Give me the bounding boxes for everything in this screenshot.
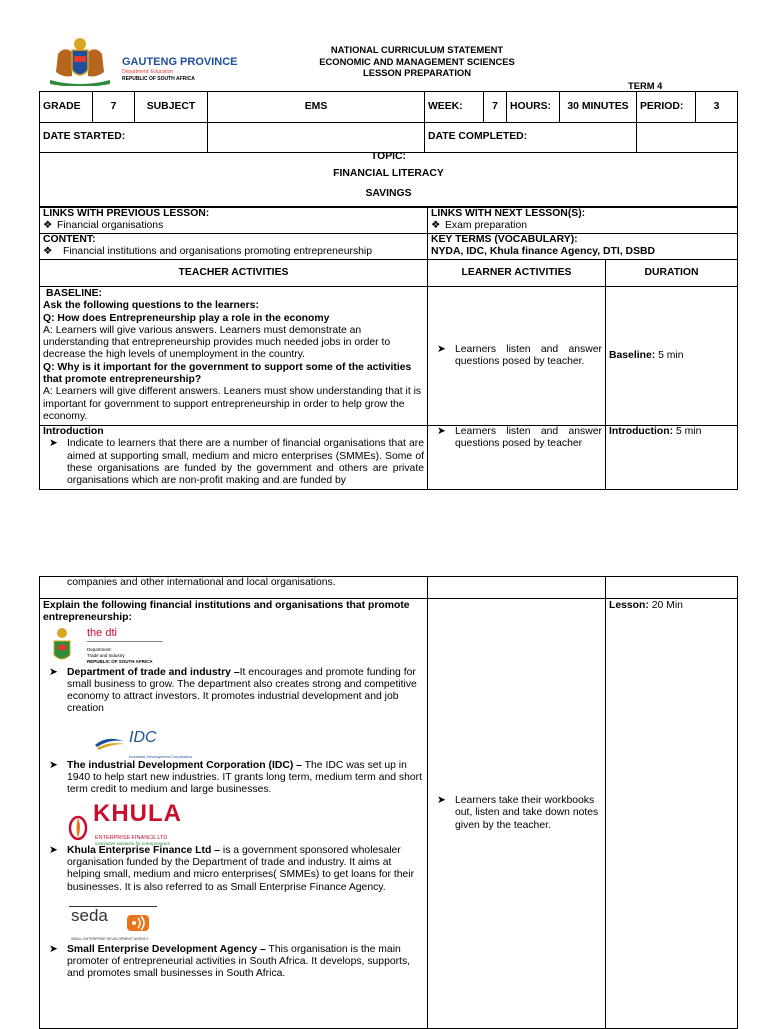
baseline-answer-1: A: Learners will give various answers. Learners must demonstrate an understanding that entrepreneurship provides much needed jobs in order to decrease the high levels of unemployment in the country. bbox=[43, 324, 391, 361]
previous-lesson-item: Financial organisations bbox=[57, 220, 164, 232]
baseline-intro: Ask the following questions to the learners: bbox=[43, 300, 259, 312]
dti-logo-text: the dti bbox=[87, 626, 117, 639]
previous-lesson-label: LINKS WITH PREVIOUS LESSON: bbox=[43, 208, 210, 219]
key-terms-label: KEY TERMS (VOCABULARY): bbox=[431, 233, 578, 245]
activities-table bbox=[39, 259, 738, 490]
dti-logo-sub2: Trade and Industry bbox=[87, 652, 125, 658]
hours-label: HOURS: bbox=[507, 92, 560, 123]
khula-logo-sub2: innovative solutions for entrepreneurs bbox=[95, 840, 171, 846]
arrow-bullet-icon: ➤ bbox=[49, 844, 58, 856]
duration-header: DURATION bbox=[606, 260, 738, 287]
grade-value: 7 bbox=[93, 92, 135, 123]
dti-logo bbox=[51, 627, 171, 667]
gauteng-logo bbox=[44, 36, 244, 86]
dti-logo-sub3: REPUBLIC OF SOUTH AFRICA bbox=[87, 658, 153, 664]
week-label: WEEK: bbox=[425, 92, 484, 123]
lesson-heading: Explain the following financial institutions and organisations that promote entrepreneurship: bbox=[43, 600, 410, 624]
baseline-label: BASELINE: bbox=[46, 288, 102, 299]
khula-flame-icon bbox=[67, 812, 89, 842]
seda-logo-text: seda bbox=[71, 905, 108, 925]
introduction-duration-value: 5 min bbox=[673, 426, 702, 437]
info-table bbox=[39, 91, 738, 153]
dti-logo-sub1: Department: bbox=[87, 646, 112, 652]
dti-coat-of-arms-icon bbox=[51, 627, 73, 665]
date-completed-label: DATE COMPLETED: bbox=[425, 123, 637, 153]
seda-description: Small Enterprise Development Agency – This organisation is the main promoter of entrepreneurial activities in South Africa. It develops, supports, and promotes small businesses in South Africa. bbox=[67, 943, 411, 980]
arrow-bullet-icon: ➤ bbox=[437, 343, 446, 355]
province-name: GAUTENG PROVINCE bbox=[122, 56, 238, 68]
arrow-bullet-icon: ➤ bbox=[437, 795, 446, 807]
document-title: NATIONAL CURRICULUM STATEMENT ECONOMIC AND MANAGEMENT SCIENCES LESSON PREPARATION bbox=[319, 44, 515, 78]
content-item: Financial institutions and organisations promoting entrepreneurship bbox=[63, 245, 373, 257]
khula-logo-sub1: ENTERPRISE FINANCE LTD bbox=[95, 834, 168, 841]
idc-description: The industrial Development Corporation (IDC) – The IDC was set up in 1940 to help start new industries. IT grants long term, medium term and short term credit to medium and large businesses. bbox=[67, 759, 422, 796]
empty-duration-cell bbox=[606, 577, 738, 599]
arrow-bullet-icon: ➤ bbox=[437, 426, 446, 437]
lesson-duration-value: 20 Min bbox=[648, 600, 683, 611]
diamond-bullet-icon: ❖ bbox=[43, 220, 53, 232]
baseline-duration-value: 5 min bbox=[655, 349, 684, 361]
links-table bbox=[39, 207, 738, 260]
baseline-cell bbox=[40, 287, 428, 426]
next-lesson-item: Exam preparation bbox=[445, 220, 528, 232]
baseline-question-2: Q: Why is it important for the government to support some of the activities that promote entrepreneurship? bbox=[43, 361, 412, 386]
key-terms-value: NYDA, IDC, Khula finance Agency, DTI, DSBD bbox=[431, 245, 656, 257]
khula-logo bbox=[67, 799, 197, 846]
arrow-bullet-icon: ➤ bbox=[49, 666, 58, 678]
baseline-learner-text: Learners listen and answer questions posed by teacher. bbox=[455, 343, 602, 367]
diamond-bullet-icon: ❖ bbox=[43, 245, 53, 257]
arrow-bullet-icon: ➤ bbox=[49, 438, 58, 450]
baseline-duration-label: Baseline: bbox=[609, 349, 656, 361]
lesson-cell bbox=[40, 599, 428, 1029]
idc-logo bbox=[93, 730, 213, 760]
diamond-bullet-icon: ❖ bbox=[431, 220, 441, 232]
date-completed-value[interactable] bbox=[637, 123, 738, 153]
seda-logo bbox=[67, 904, 167, 944]
subject-label: SUBJECT bbox=[135, 92, 208, 123]
teacher-activities-header: TEACHER ACTIVITIES bbox=[40, 260, 428, 287]
topic-box bbox=[39, 151, 738, 207]
introduction-cell bbox=[40, 426, 428, 490]
subject-value: EMS bbox=[208, 92, 425, 123]
introduction-duration-label: Introduction: bbox=[609, 426, 674, 437]
introduction-learner-cell bbox=[428, 426, 606, 490]
topic-line-1: FINANCIAL LITERACY bbox=[333, 168, 444, 179]
empty-learner-cell bbox=[428, 577, 606, 599]
introduction-continued-text: companies and other international and local organisations. bbox=[67, 577, 336, 588]
introduction-label: Introduction bbox=[43, 426, 104, 437]
term-label: TERM 4 bbox=[628, 80, 663, 91]
week-value: 7 bbox=[484, 92, 507, 123]
topic-line-2: SAVINGS bbox=[365, 188, 412, 199]
idc-swoosh-icon bbox=[93, 735, 127, 751]
baseline-duration-cell bbox=[606, 287, 738, 426]
key-terms-cell bbox=[428, 233, 738, 259]
baseline-answer-2: A: Learners will give different answers. Leaners must show understanding that it is important for government to support entrepreneurship in order to help grow the economy. bbox=[43, 386, 422, 422]
country-name: REPUBLIC OF SOUTH AFRICA bbox=[122, 76, 195, 82]
idc-logo-text: IDC bbox=[129, 728, 157, 746]
lesson-learner-text: Learners take their workbooks out, listen and take down notes given by the teacher. bbox=[455, 795, 599, 831]
dti-description: Department of trade and industry –It encourages and promote funding for small business to grow. The department also creates strong and competitive economy to attract investors. It promotes industrial development and job creation bbox=[67, 666, 417, 715]
lesson-duration-label: Lesson: bbox=[609, 600, 649, 611]
learner-activities-header: LEARNER ACTIVITIES bbox=[428, 260, 606, 287]
content-label: CONTENT: bbox=[43, 233, 96, 245]
department-name: Department: Education bbox=[122, 69, 174, 75]
activities-table-continued bbox=[39, 576, 738, 1029]
date-started-value[interactable] bbox=[208, 123, 425, 153]
introduction-duration-cell bbox=[606, 426, 738, 490]
lesson-duration-cell bbox=[606, 599, 738, 1029]
baseline-question-1: Q: How does Entrepreneurship play a role in the economy bbox=[43, 312, 330, 324]
next-lesson-cell bbox=[428, 208, 738, 234]
introduction-learner-text: Learners listen and answer questions posed by teacher bbox=[455, 426, 602, 450]
hours-value: 30 MINUTES bbox=[560, 92, 637, 123]
coat-of-arms-icon bbox=[44, 36, 116, 86]
seda-logo-sub: SMALL ENTERPRISE DEVELOPMENT AGENCY bbox=[71, 936, 149, 941]
grade-label: GRADE bbox=[40, 92, 93, 123]
previous-lesson-cell bbox=[40, 208, 428, 234]
khula-description: Khula Enterprise Finance Ltd – is a government sponsored wholesaler organisation funded by the Department of trade and industry. It aims at helping small, medium and micro enterprises( SMMEs) to get loans for their businesses. It is also referred to as Small Enterprise Finance Agency. bbox=[67, 844, 415, 893]
seda-signal-icon bbox=[127, 915, 149, 931]
idc-logo-sub: Industrial Development Corporation bbox=[129, 753, 192, 759]
period-label: PERIOD: bbox=[637, 92, 696, 123]
date-started-label: DATE STARTED: bbox=[40, 123, 208, 153]
arrow-bullet-icon: ➤ bbox=[49, 759, 58, 771]
content-cell bbox=[40, 233, 428, 259]
khula-logo-text: KHULA bbox=[93, 799, 182, 827]
next-lesson-label: LINKS WITH NEXT LESSON(S): bbox=[431, 208, 586, 219]
lesson-learner-cell bbox=[428, 599, 606, 1029]
arrow-bullet-icon: ➤ bbox=[49, 943, 58, 955]
baseline-learner-cell bbox=[428, 287, 606, 426]
topic-label: TOPIC: bbox=[370, 151, 407, 162]
introduction-text: Indicate to learners that there are a number of financial organisations that are aimed at supporting small, medium and micro enterprises (SMMEs). Some of these organisations are funded by the government and others are private organisations which are non-profit making and are funded by bbox=[67, 438, 424, 487]
introduction-continued-cell bbox=[40, 577, 428, 599]
period-value: 3 bbox=[696, 92, 738, 123]
